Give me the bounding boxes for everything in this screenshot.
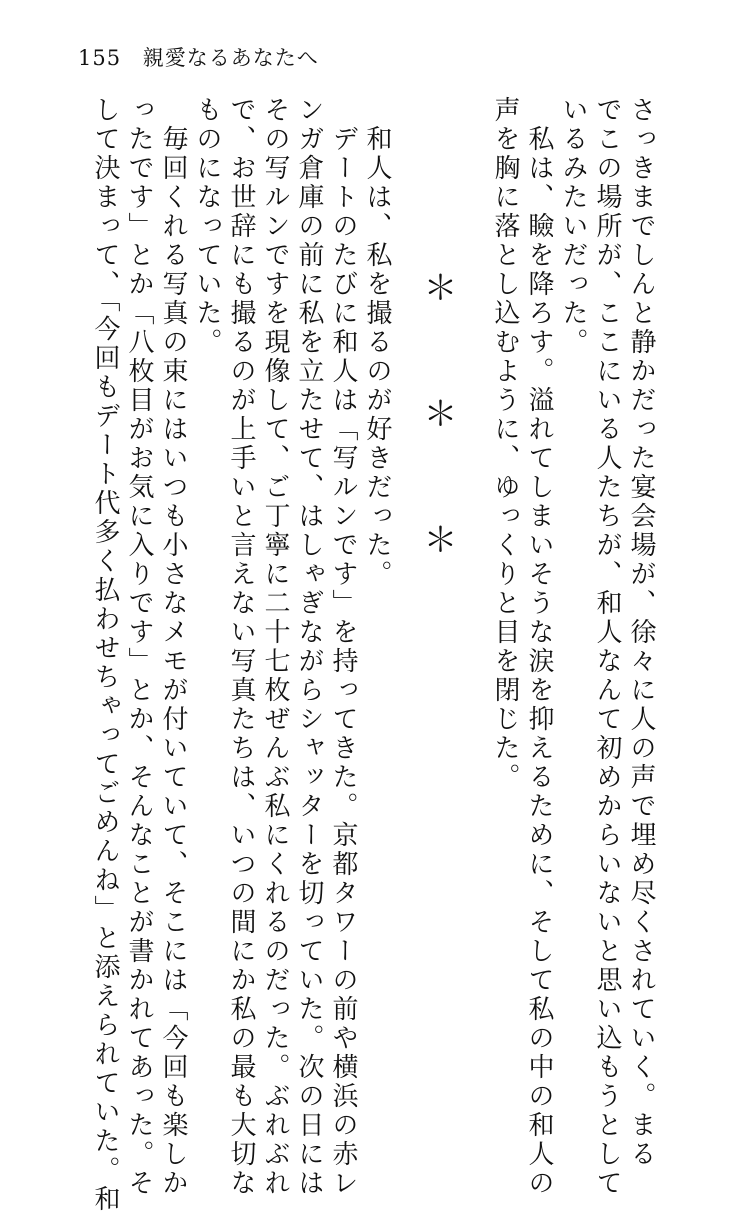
- text-column: 毎回くれる写真の束にはいつも小さなメモが付いていて、そこには「今回も楽しか: [158, 96, 188, 1198]
- text-column: 和人は、私を撮るのが好きだった。: [362, 96, 392, 589]
- text-column: して決まって、「今回もデート代多く払わせちゃってごめんね」と添えられていた。和: [90, 96, 120, 1214]
- text-column: ンガ倉庫の前に私を立たせて、はしゃぎながらシャッターを切っていた。次の日には: [294, 96, 324, 1198]
- text-column: ったです」とか「八枚目がお気に入りです」とか、そんなことが書かれてあった。そ: [124, 96, 154, 1198]
- page-number: 155: [78, 46, 122, 70]
- text-column: いるみたいだった。: [558, 96, 588, 357]
- text-column: ものになっていた。: [192, 96, 222, 357]
- text-column: その写ルンですを現像して、ご丁寧に二十七枚ぜんぶ私にくれるのだった。ぶれぶれ: [260, 96, 290, 1198]
- section-divider: ＊＊＊: [417, 270, 457, 648]
- text-column: で、お世辞にも撮るのが上手いと言えない写真たちは、いつの間にか私の最も大切な: [226, 96, 256, 1198]
- text-column: デートのたびに和人は「写ルンです」を持ってきた。京都タワーの前や横浜の赤レ: [328, 96, 358, 1198]
- text-column: でこの場所が、ここにいる人たちが、和人なんて初めからいないと思い込もうとして: [592, 96, 622, 1198]
- text-column: 私は、瞼を降ろす。溢れてしまいそうな涙を抑えるために、そして私の中の和人の: [524, 96, 554, 1198]
- chapter-title: 親愛なるあなたへ: [142, 46, 319, 70]
- text-column: さっきまでしんと静かだった宴会場が、徐々に人の声で埋め尽くされていく。まる: [626, 96, 656, 1169]
- page-header: [78, 42, 319, 72]
- text-column: 声を胸に落とし込むように、ゆっくりと目を閉じた。: [490, 96, 520, 792]
